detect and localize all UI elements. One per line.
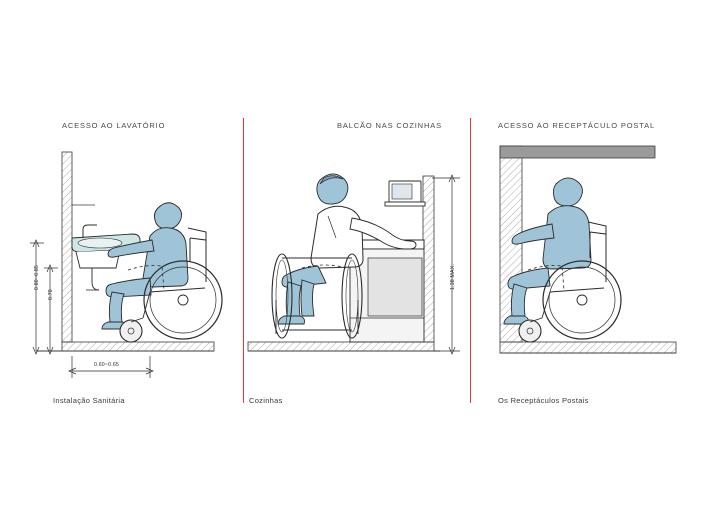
dimension-sink-height	[30, 240, 44, 354]
panel-cozinha	[240, 0, 472, 528]
panel-postal	[472, 0, 705, 528]
panel-caption-postal: Os Receptáculos Postais	[498, 396, 589, 405]
dimension-label-approach-depth: 0.60~0.65	[94, 362, 120, 368]
floor-section	[500, 342, 676, 353]
panel-title-postal: ACESSO AO RECEPTÁCULO POSTAL	[498, 121, 656, 130]
dimension-knee-clearance	[44, 265, 58, 354]
panel-lavatorio	[0, 0, 240, 528]
ceiling-band	[500, 146, 655, 158]
floor-section	[248, 342, 434, 351]
drawing-cozinha	[240, 0, 472, 528]
floor-section	[62, 342, 214, 351]
panel-title-lavatorio: ACESSO AO LAVATÓRIO	[62, 121, 166, 130]
dimension-label-knee-clearance: 0.70	[48, 289, 54, 300]
dimension-label-max-reach: 1,38 MAX.	[450, 263, 456, 290]
drawing-postal	[472, 0, 705, 528]
wall-section	[62, 152, 72, 342]
wall-section	[423, 176, 434, 342]
panel-caption-cozinha: Cozinhas	[249, 396, 283, 405]
panel-title-cozinha: BALCÃO NAS COZINHAS	[337, 121, 442, 130]
counter-appliance	[385, 181, 425, 206]
dimension-label-sink-height: 0.80~0.85	[34, 264, 40, 290]
panel-caption-lavatorio: Instalação Sanitária	[53, 396, 125, 405]
